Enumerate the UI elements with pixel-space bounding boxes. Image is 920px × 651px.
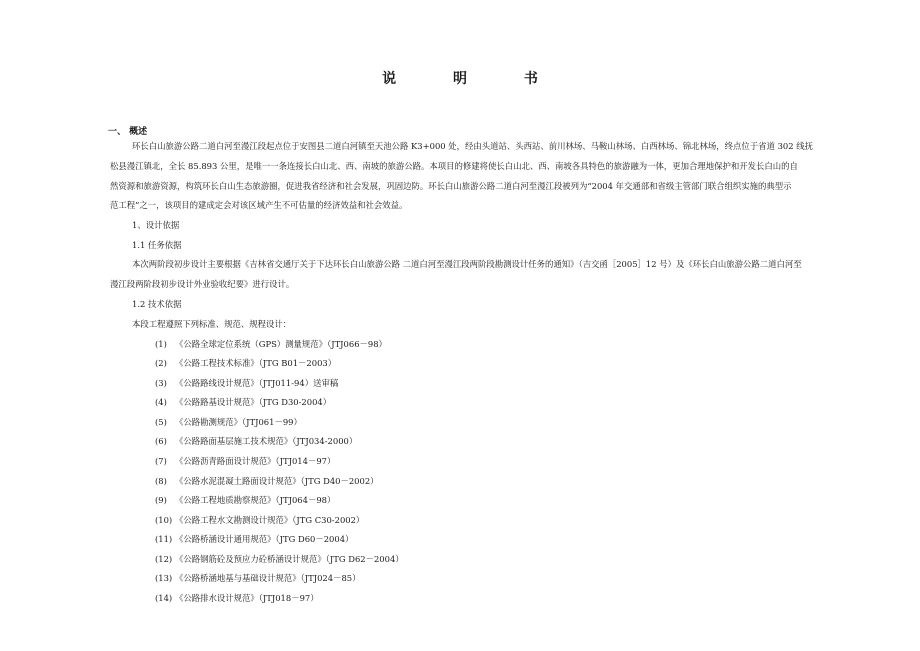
- subsection-heading-task-basis: 1.1 任务依据: [132, 240, 182, 250]
- section-heading-overview: 一、 概述: [108, 127, 148, 137]
- title-char: 书: [523, 71, 538, 87]
- task-basis-line: 本次两阶段初步设计主要根据《吉林省交通厅关于下达环长白山旅游公路 二道白河至漫江段两阶段勘测设计任务的通知》（吉交函［2005］12 号）及《环长白山旅游公路二道白河至: [132, 259, 802, 269]
- reference-item: (6) 《公路路面基层施工技术规范》（JTJ034-2000）: [155, 436, 358, 446]
- task-basis-line: 漫江段两阶段初步设计外业验收纪要》进行设计。: [110, 279, 295, 289]
- title-char: 说: [382, 71, 397, 87]
- reference-item: (8) 《公路水泥混凝土路面设计规范》（JTG D40－2002）: [155, 476, 379, 486]
- reference-item: (2) 《公路工程技术标准》（JTG B01－2003）: [155, 358, 337, 368]
- reference-item: (7) 《公路沥青路面设计规范》（JTJ014－97）: [155, 456, 336, 466]
- reference-item: (5) 《公路勘测规范》（JTJ061－99）: [155, 417, 302, 427]
- overview-line: 环长白山旅游公路二道白河至漫江段起点位于安图县二道白河镇至天池公路 K3+000 处，经由头道站、头西站、前川林场、马鞍山林场、白西林场、锦北林场，终点位于省道 302 线抚: [132, 141, 813, 151]
- title-char: 明: [453, 71, 467, 87]
- page-title: [0, 68, 920, 88]
- reference-item: (14) 《公路排水设计规范》（JTJ018－97）: [155, 593, 319, 603]
- reference-item: (13) 《公路桥涵地基与基础设计规范》（JTJ024－85）: [155, 573, 361, 583]
- subsection-heading-tech-basis: 1.2 技术依据: [132, 299, 182, 309]
- reference-item: (12) 《公路钢筋砼及预应力砼桥涵设计规范》（JTG D62－2004）: [155, 554, 404, 564]
- subsection-heading-design-basis: 1、设计依据: [132, 220, 180, 230]
- reference-item: (9) 《公路工程地质勘察规范》（JTJ064－98）: [155, 495, 336, 505]
- overview-line: 然资源和旅游资源，构筑环长白山生态旅游圈，促进我省经济和社会发展，巩固边防。环长白山旅游公路二道白河至漫江段被列为“2004 年交通部和省级主管部门联合组织实施的典型示: [110, 181, 792, 191]
- overview-line: 松县漫江镇北，全长 85.893 公里，是唯一一条连接长白山北、西、南坡的旅游公路。本项目的修建将使长白山北、西、南坡各具特色的旅游融为一体，更加合理地保护和开发长白山的自: [110, 161, 798, 171]
- reference-item: (4) 《公路路基设计规范》（JTG D30-2004）: [155, 397, 332, 407]
- reference-item: (10) 《公路工程水文勘测设计规范》（JTG C30-2002）: [155, 515, 365, 525]
- tech-basis-intro: 本段工程遵照下列标准、规范、规程设计：: [132, 319, 292, 329]
- reference-item: (1) 《公路全球定位系统（GPS）测量规范》（JTJ066－98）: [155, 339, 387, 349]
- reference-item: (3) 《公路路线设计规范》（JTJ011-94）送审稿: [155, 378, 339, 388]
- overview-line: 范工程”之一，该项目的建成定会对该区域产生不可估量的经济效益和社会效益。: [110, 200, 408, 210]
- reference-item: (11) 《公路桥涵设计通用规范》（JTG D60－2004）: [155, 534, 354, 544]
